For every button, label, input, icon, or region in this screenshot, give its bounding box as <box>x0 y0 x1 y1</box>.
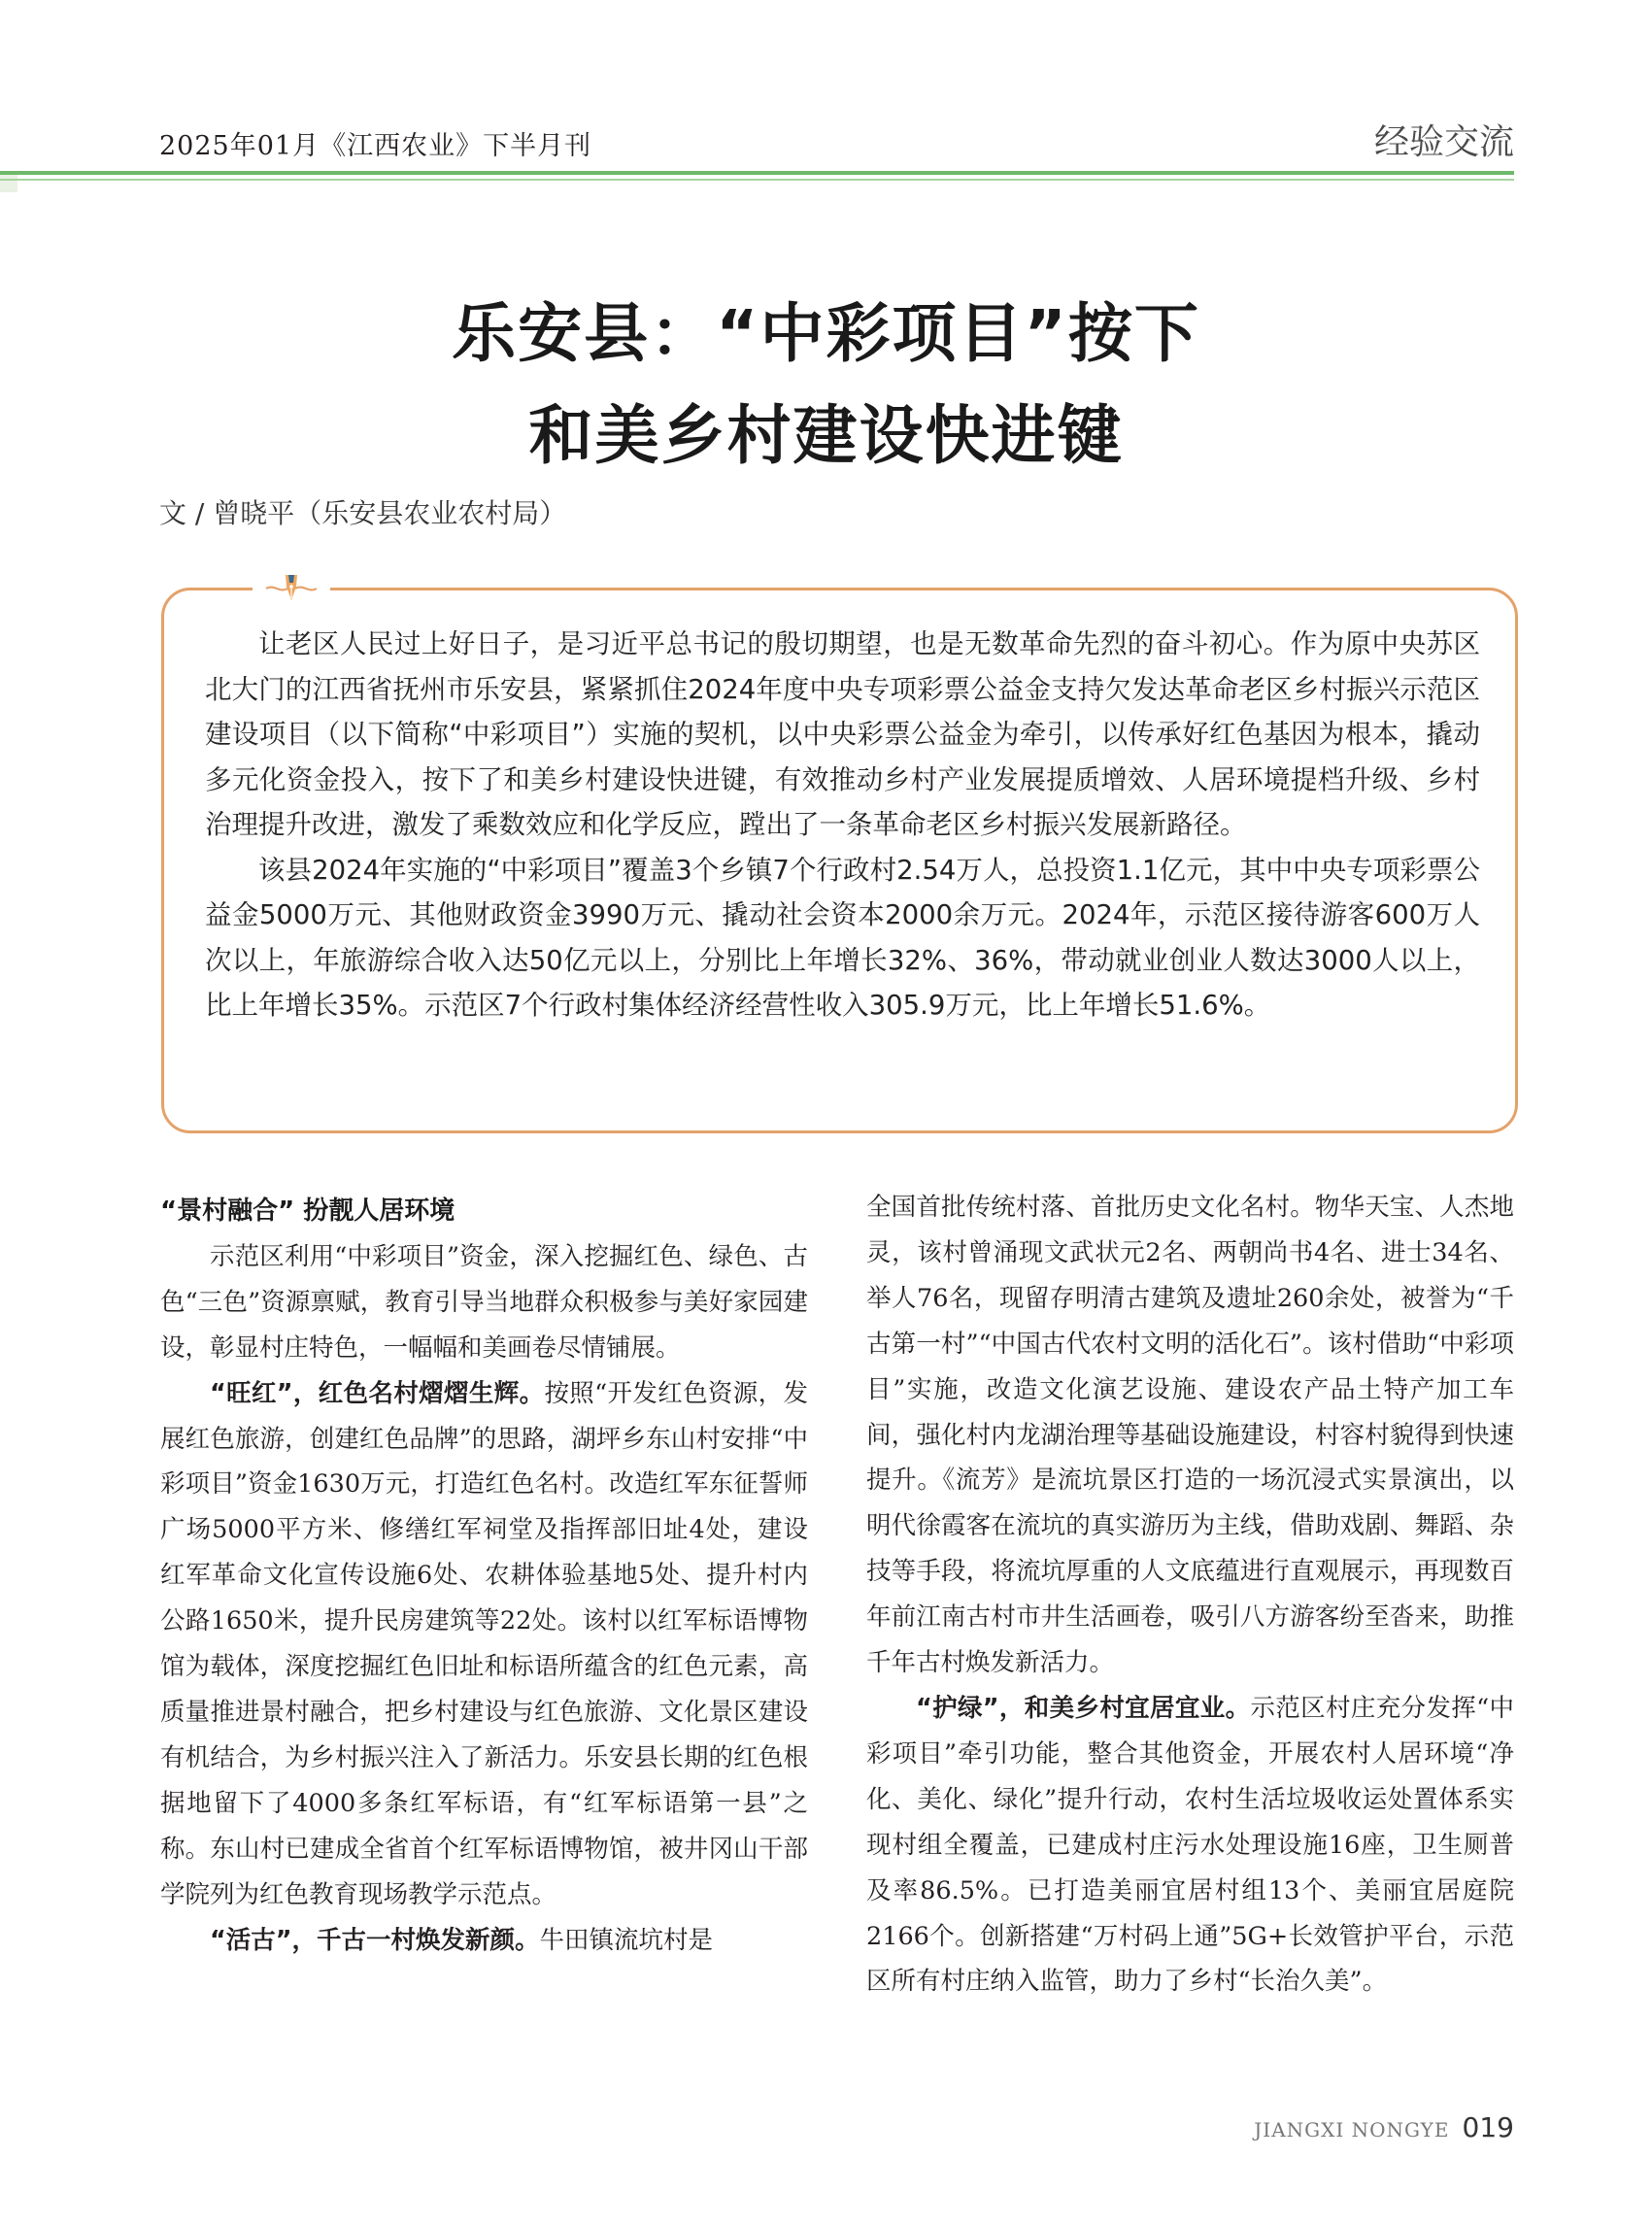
footer-brand: JIANGXI NONGYE <box>1254 2118 1450 2141</box>
abstract-paragraph: 该县2024年实施的“中彩项目”覆盖3个乡镇7个行政村2.54万人，总投资1.1亿元，其中中央专项彩票公益金5000万元、其他财政资金3990万元、撬动社会资本2000余万元。2024年，示范区接待游客600万人次以上，年旅游综合收入达50亿元以上，分别比上年增长32%、36%，带动就业创业人数达3000人以上，比上年增长35%。示范区7个行政村集体经济经营性收入305.9万元，比上年增长51.6%。 <box>205 854 1480 1021</box>
body-paragraph <box>866 1686 1514 2005</box>
paragraph-text: 按照“开发红色资源，发展红色旅游，创建红色品牌”的思路，湖坪乡东山村安排“中彩项目”资金1630万元，打造红色名村。改造红军东征誓师广场5000平方米、修缮红军祠堂及指挥部旧址4处，建设红军革命文化宣传设施6处、农耕体验基地5处、提升村内公路1650米，提升民房建筑等22处。该村以红军标语博物馆为载体，深度挖掘红色旧址和标语所蕴含的红色元素，高质量推进景村融合，把乡村建设与红色旅游、文化景区建设有机结合，为乡村振兴注入了新活力。乐安县长期的红色根据地留下了4000多条红军标语，有“红军标语第一县”之称。东山村已建成全省首个红军标语博物馆，被井冈山干部学院列为红色教育现场教学示范点。 <box>160 1378 808 1909</box>
article-title-line2: 和美乡村建设快进键 <box>528 398 1124 473</box>
paragraph-lead: “旺红”，红色名村熠熠生辉。 <box>210 1378 545 1408</box>
byline: 文 / 曾晓平（乐安县农业农村局） <box>159 497 567 529</box>
pen-nib-icon <box>264 571 319 606</box>
body-column-left <box>160 1189 808 1963</box>
section-heading: “景村融合” 扮靓人居环境 <box>160 1197 455 1226</box>
page-number: 019 <box>1462 2111 1514 2143</box>
article-title-line1: 乐安县：“中彩项目”按下 <box>452 296 1200 371</box>
page-footer <box>1254 2111 1514 2143</box>
body-column-right <box>866 1185 1514 2005</box>
paragraph-text: 示范区村庄充分发挥“中彩项目”牵引功能，整合其他资金，开展农村人居环境“净化、美化、绿化”提升行动，农村生活垃圾收运处置体系实现村组全覆盖，已建成村庄污水处理设施16座，卫生厕普及率86.5%。已打造美丽宜居村组13个、美丽宜居庭院2166个。创新搭建“万村码上通”5G+长效管护平台，示范区所有村庄纳入监管，助力了乡村“长治久美”。 <box>866 1693 1514 1997</box>
paragraph-lead: “活古”，千古一村焕发新颜。 <box>210 1925 540 1955</box>
header-rule-thin <box>0 179 1514 181</box>
paragraph-lead: “护绿”，和美乡村宜居宜业。 <box>916 1693 1251 1723</box>
body-paragraph-continued: 全国首批传统村落、首批历史文化名村。物华天宝、人杰地灵，该村曾涌现文武状元2名、两朝尚书4名、进士34名、举人76名，现留存明清古建筑及遗址260余处，被誉为“千古第一村”“中国古代农村文明的活化石”。该村借助“中彩项目”实施，改造文化演艺设施、建设农产品土特产加工车间，强化村内龙湖治理等基础设施建设，村容村貌得到快速提升。《流芳》是流坑景区打造的一场沉浸式实景演出，以明代徐霞客在流坑的真实游历为主线，借助戏剧、舞蹈、杂技等手段，将流坑厚重的人文底蕴进行直观展示，再现数百年前江南古村市井生活画卷，吸引八方游客纷至沓来，助推千年古村焕发新活力。 <box>866 1193 1514 1678</box>
section-label: 经验交流 <box>1373 122 1514 162</box>
paragraph-text: 牛田镇流坑村是 <box>539 1925 714 1955</box>
body-paragraph: 示范区利用“中彩项目”资金，深入挖掘红色、绿色、古色“三色”资源禀赋，教育引导当地群众积极参与美好家园建设，彰显村庄特色，一幅幅和美画卷尽情铺展。 <box>160 1241 808 1363</box>
journal-issue: 2025年01月《江西农业》下半月刊 <box>159 131 592 161</box>
body-paragraph <box>160 1918 808 1964</box>
abstract-paragraph: 让老区人民过上好日子，是习近平总书记的殷切期望，也是无数革命先烈的奋斗初心。作为原中央苏区北大门的江西省抚州市乐安县，紧紧抓住2024年度中央专项彩票公益金支持欠发达革命老区乡村振兴示范区建设项目（以下简称“中彩项目”）实施的契机，以中央彩票公益金为牵引，以传承好红色基因为根本，撬动多元化资金投入，按下了和美乡村建设快进键，有效推动乡村产业发展提质增效、人居环境提档升级、乡村治理提升改进，激发了乘数效应和化学反应，蹚出了一条革命老区乡村振兴发展新路径。 <box>205 628 1480 840</box>
abstract-text <box>205 622 1480 1028</box>
header-rule <box>0 171 1514 175</box>
body-paragraph <box>160 1371 808 1918</box>
